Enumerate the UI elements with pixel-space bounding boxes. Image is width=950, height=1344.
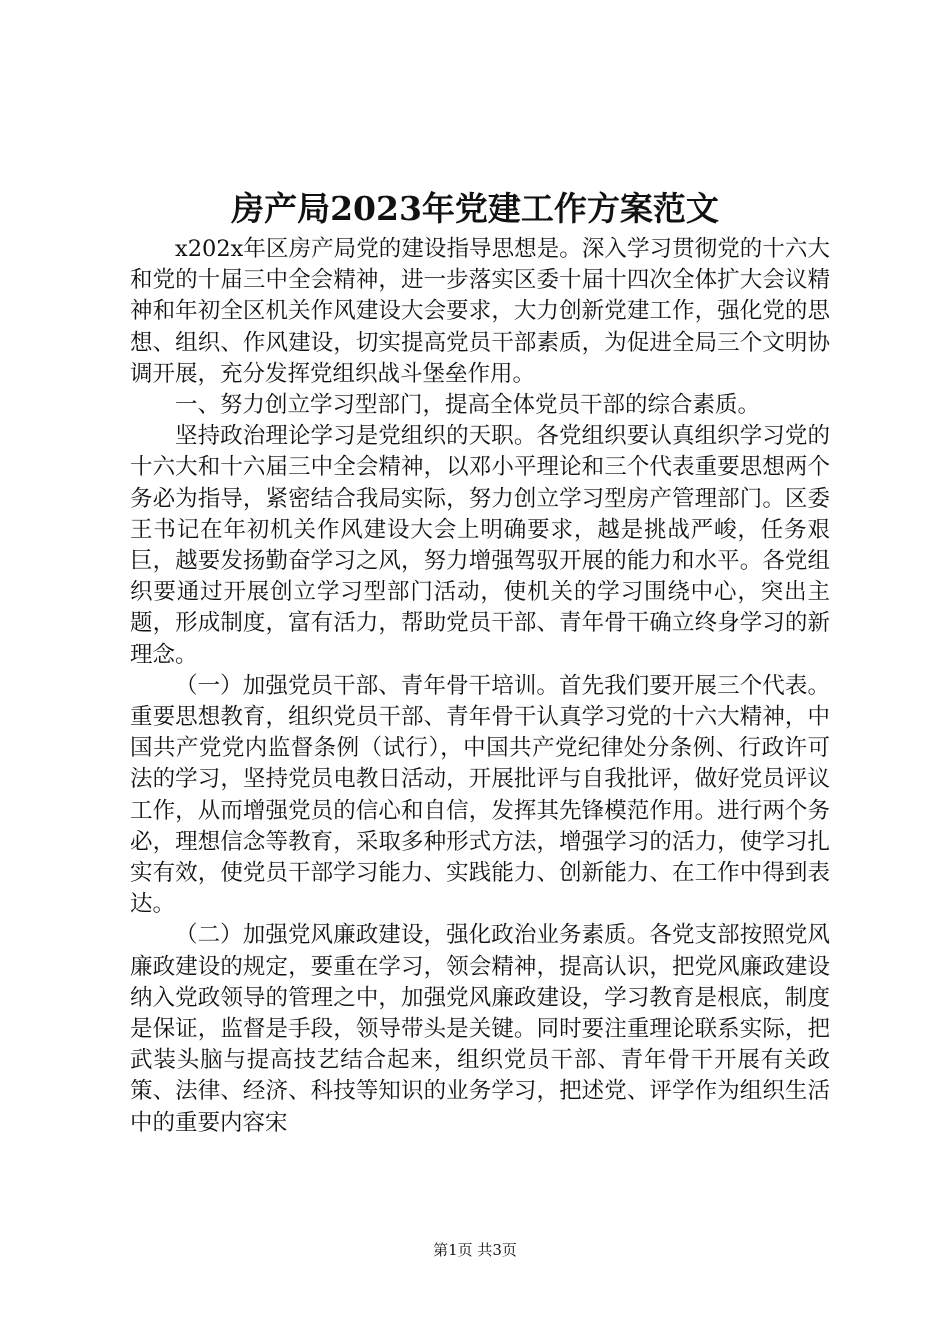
paragraph-clean-governance: （二）加强党风廉政建设，强化政治业务素质。各党支部按照党风廉政建设的规定，要重在学习，领会精神，提高认识，把党风廉政建设纳入党政领导的管理之中，加强党风廉政建设，学习教育是根底，制度是保证，监督是手段，领导带头是关键。同时要注重理论联系实际，把武装头脑与提高技艺结合起来，组织党员干部、青年骨干开展有关政策、法律、经济、科技等知识的业务学习，把述党、评学作为组织生活中的重要内容宋 xyxy=(130,922,830,1136)
document-body xyxy=(130,234,830,1139)
section-heading-learning-department: 一、努力创立学习型部门，提高全体党员干部的综合素质。 xyxy=(175,392,761,419)
page-number-footer: 第1页 共3页 xyxy=(433,1241,517,1259)
document-title: 房产局2023年党建工作方案范文 xyxy=(231,189,719,228)
paragraph-political-theory-study: 坚持政治理论学习是党组织的天职。各党组织要认真组织学习党的十六大和十六届三中全会精神，以邓小平理论和三个代表重要思想两个务必为指导，紧密结合我局实际，努力创立学习型房产管理部门。区委王书记在年初机关作风建设大会上明确要求，越是挑战严峻，任务艰巨，越要发扬勤奋学习之风，努力增强驾驭开展的能力和水平。各党组织要通过开展创立学习型部门活动，使机关的学习围绕中心，突出主题，形成制度，富有活力，帮助党员干部、青年骨干确立终身学习的新理念。 xyxy=(130,423,830,668)
paragraph-cadre-training: （一）加强党员干部、青年骨干培训。首先我们要开展三个代表。重要思想教育，组织党员干部、青年骨干认真学习党的十六大精神，中国共产党党内监督条例（试行），中国共产党纪律处分条例、行政许可法的学习，坚持党员电教日活动，开展批评与自我批评，做好党员评议工作，从而增强党员的信心和自信，发挥其先锋模范作用。进行两个务必，理想信念等教育，采取多种形式方法，增强学习的活力，使学习扎实有效，使党员干部学习能力、实践能力、创新能力、在工作中得到表达。 xyxy=(130,672,830,918)
paragraph-guiding-ideology: x202x年区房产局党的建设指导思想是。深入学习贯彻党的十六大和党的十届三中全会精神，进一步落实区委十届十四次全体扩大会议精神和年初全区机关作风建设大会要求，大力创新党建工作，强化党的思想、组织、作风建设，切实提高党员干部素质，为促进全局三个文明协调开展，充分发挥党组织战斗堡垒作用。 xyxy=(130,236,830,387)
